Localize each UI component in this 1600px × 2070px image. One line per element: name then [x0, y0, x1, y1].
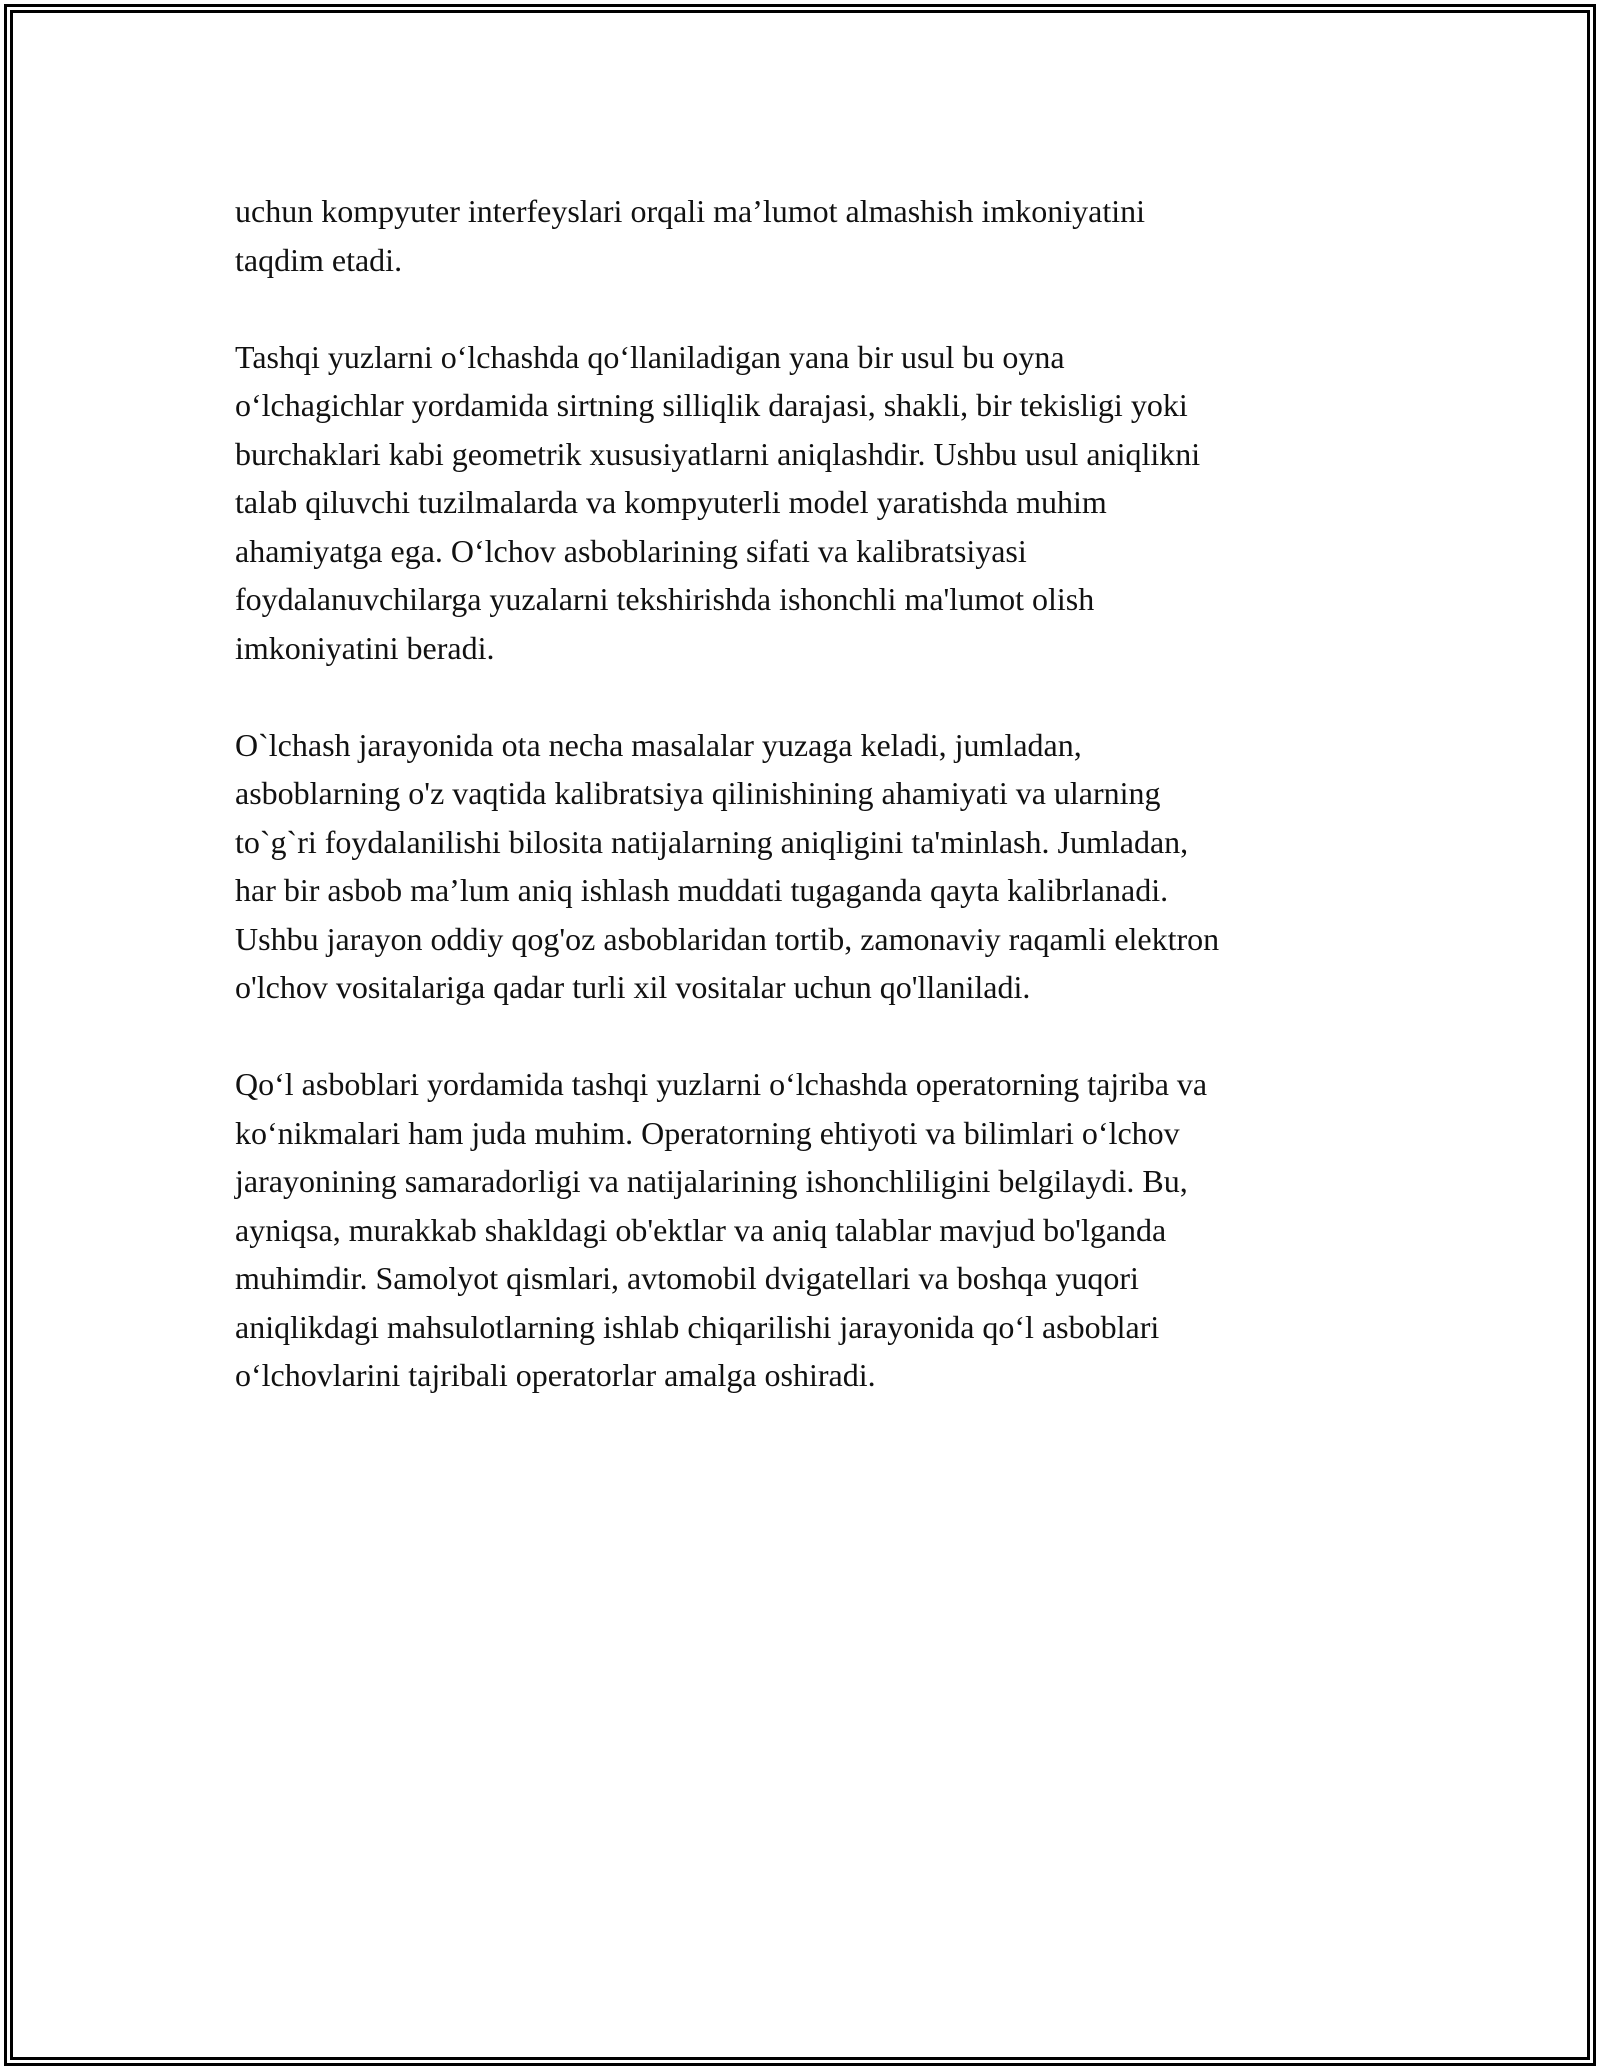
text-line: burchaklari kabi geometrik xususiyatlarni aniqlashdir. Ushbu usul aniqlikni — [235, 435, 1201, 472]
text-line: uchun kompyuter interfeyslari orqali ma’lumot almashish imkoniyatini — [235, 193, 1146, 229]
text-line: har bir asbob ma’lum aniq ishlash muddati tugaganda qayta kalibrlanadi. — [235, 872, 1169, 908]
text-line: to`g`ri foydalanilishi bilosita natijalarning aniqligini ta'minlash. Jumladan, — [235, 823, 1189, 860]
text-line: Ushbu jarayon oddiy qog'oz asboblaridan tortib, zamonaviy raqamli elektron — [235, 920, 1220, 957]
text-line: ko‘nikmalari ham juda muhim. Operatorning ehtiyoti va bilimlari o‘lchov — [235, 1114, 1180, 1151]
text-line: muhimdir. Samolyot qismlari, avtomobil dvigatellari va boshqa yuqori — [235, 1260, 1139, 1296]
paragraph-3 — [235, 721, 1395, 1012]
text-line: talab qiluvchi tuzilmalarda va kompyuterli model yaratishda muhim — [235, 484, 1107, 520]
text-line: o'lchov vositalariga qadar turli xil vositalar uchun qo'llaniladi. — [235, 969, 1031, 1005]
text-line: Tashqi yuzlarni o‘lchashda qo‘llaniladigan yana bir usul bu oyna — [235, 338, 1065, 375]
text-line: aniqlikdagi mahsulotlarning ishlab chiqarilishi jarayonida qo‘l asboblari — [235, 1308, 1160, 1345]
document-body — [235, 187, 1395, 1448]
text-line: taqdim etadi. — [235, 241, 403, 278]
text-line: O`lchash jarayonida ota necha masalalar yuzaga keladi, jumladan, — [235, 726, 1082, 763]
paragraph-2 — [235, 333, 1395, 673]
text-line: o‘lchagichlar yordamida sirtning silliqlik darajasi, shakli, bir tekisligi yoki — [235, 387, 1188, 423]
paragraph-4 — [235, 1060, 1395, 1400]
text-line: o‘lchovlarini tajribali operatorlar amalga oshiradi. — [235, 1357, 876, 1393]
paragraph-1 — [235, 187, 1395, 284]
text-line: jarayonining samaradorligi va natijalarining ishonchliligini belgilaydi. Bu, — [235, 1163, 1188, 1199]
text-line: ahamiyatga ega. O‘lchov asboblarining sifati va kalibratsiyasi — [235, 532, 1027, 569]
text-line: foydalanuvchilarga yuzalarni tekshirishda ishonchli ma'lumot olish — [235, 581, 1095, 617]
text-line: imkoniyatini beradi. — [235, 629, 495, 666]
text-line: asboblarning o'z vaqtida kalibratsiya qilinishining ahamiyati va ularning — [235, 775, 1161, 811]
text-line: Qo‘l asboblari yordamida tashqi yuzlarni o‘lchashda operatorning tajriba va — [235, 1066, 1208, 1102]
text-line: ayniqsa, murakkab shakldagi ob'ektlar va aniq talablar mavjud bo'lganda — [235, 1211, 1167, 1248]
